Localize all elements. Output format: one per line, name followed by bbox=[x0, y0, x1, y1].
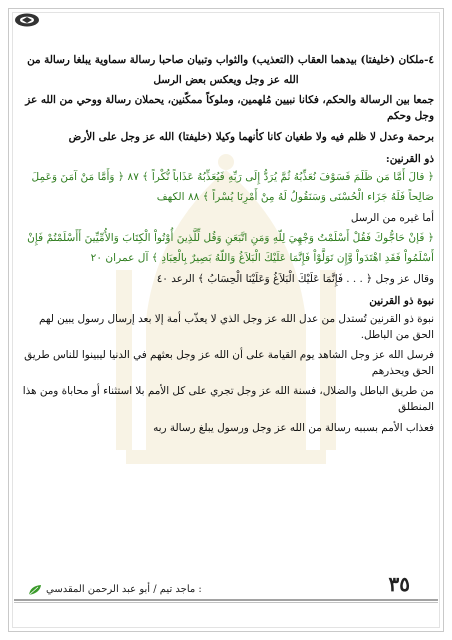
quran-verse-line: ﴿ فَإنْ حَاجُّوكَ فَقُلْ أَسْلَمْتُ وَجْهِيَ لِلّهِ وَمَنِ اتَّبَعَنِ وَقُل لِّلَّذِينَ أُوْتُواْ الْكِتَابَ وَالأُمِّيِّينَ أَأَسْلَمْتُمْ فَإِنْ bbox=[27, 231, 434, 244]
quran-citation-line: وقال عز وجل ﴿ . . . فَإِنَّمَا عَلَيْكَ الْبَلاَغُ وَعَلَيْنَا الْحِسَابُ ﴾ الرعد ٤٠ bbox=[156, 272, 434, 285]
paragraph: نبوة ذو القرنين تُستدل من عدل الله عز وجل الذي لا يعذّب أمة إلا بعد إرسال رسول يبين لهم الحق من الباطل. bbox=[38, 312, 434, 341]
page-footer bbox=[14, 564, 438, 614]
paragraph: فرسل الله عز وجل الشاهد يوم القيامة على أن الله عز وجل بعثهم في الدنيا ليبينوا للناس طريق الحق ويحذرهم bbox=[24, 349, 434, 378]
quran-verse-line: صَالِحاً فَلَهُ جَزَاء الْحُسْنَى وَسَنَقُولُ لَهُ مِنْ أَمْرِنَا يُسْراً ﴾ ٨٨ الكهف bbox=[156, 191, 434, 204]
page-number: ٣٥ bbox=[388, 572, 410, 596]
quran-verse-line: ﴿ قالَ أَمَّا مَن ظَلَمَ فَسَوْفَ نُعَذِّبُهُ ثُمَّ يُرَدُّ إِلَى رَبِّهِ فَيُعَذِّبُهُ عَذَاباً نُّكْراً ﴾ ٨٧ ﴿ وَأَمَّا مَنْ آمَنَ وَعَمِلَ bbox=[31, 170, 434, 183]
section-heading-prophethood: نبوة ذو القرنين bbox=[369, 294, 434, 307]
main-content bbox=[18, 52, 434, 440]
quran-verse-line: أَسْلَمُواْ فَقَدِ اهْتَدَواْ وَّإِن تَوَلَّوْاْ فَإِنَّمَا عَلَيْكَ الْبَلاَغُ وَاللّهُ بَصِيرٌ بِالْعِبَادِ ﴾ آل عمران ٢٠ bbox=[90, 252, 434, 265]
paragraph: فعذاب الأمم بسببه رسالة من الله عز وجل ورسول يبلغ رسالة ربه bbox=[153, 421, 434, 434]
author-credit: : ماجد تيم / أبو عبد الرحمن المقدسي bbox=[46, 584, 202, 595]
paragraph: جمعا بين الرسالة والحكم، فكانا نبيين مُلهمين، وملوكاً ممكّنين، يحملان رسالة ووحي من الله عز وجل وحكم bbox=[25, 94, 434, 123]
section-heading-dhul-qarnayn: ذو القرنين: bbox=[385, 152, 434, 165]
paragraph: برحمة وعدل لا ظلم فيه ولا طغيان كانا كأنهما وكيلا (خليفتا) الله عز وجل على الأرض bbox=[68, 130, 434, 143]
footer-rule bbox=[14, 598, 438, 604]
paragraph: ٤-ملكان (خليفتا) بيدهما العقاب (التعذيب) والثواب وتبيان صاحبا رسالة سماوية يبلغا رسالة من bbox=[27, 54, 434, 66]
paragraph: الله عز وجل ويعكس بعض الرسل bbox=[153, 74, 299, 87]
paragraph: أما غيره من الرسل bbox=[350, 211, 434, 224]
paragraph: من طريق الباطل والضلال، فسنة الله عز وجل تجري على كل الأمم بلا استثناء أو محاباة ومن هذا المنطلق bbox=[22, 385, 434, 414]
book-logo-icon bbox=[14, 12, 40, 28]
leaf-icon bbox=[28, 584, 42, 596]
